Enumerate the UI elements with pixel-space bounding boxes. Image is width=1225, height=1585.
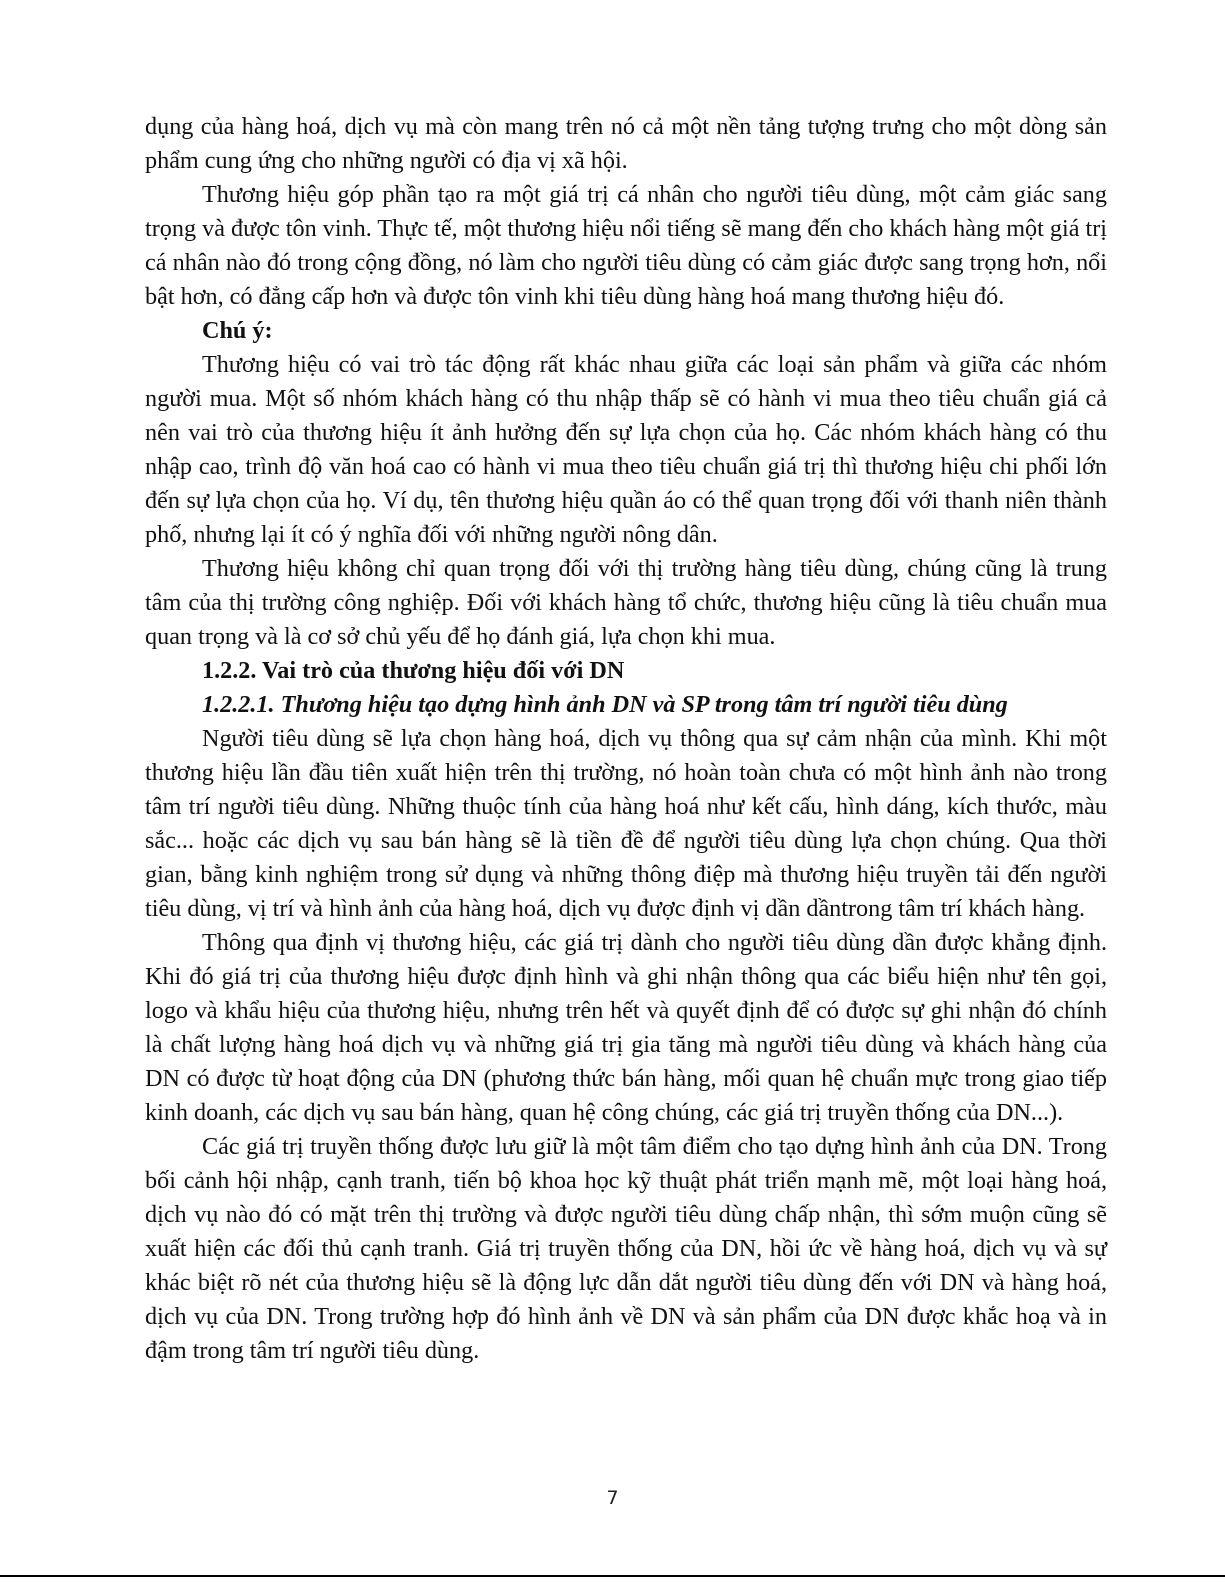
bottom-divider <box>0 1575 1225 1577</box>
paragraph-personal-value: Thương hiệu góp phần tạo ra một giá trị cá nhân cho người tiêu dùng, một cảm giác sang trọng và được tôn vinh. Thực tế, một thương hiệu nổi tiếng sẽ mang đến cho khách hàng một giá trị cá nhân nào đó trong cộng đồng, nó làm cho người tiêu dùng có cảm giác được sang trọng hơn, nổi bật hơn, có đẳng cấp hơn và được tôn vinh khi tiêu dùng hàng hoá mang thương hiệu đó. <box>145 181 1107 310</box>
paragraph-continuation: dụng của hàng hoá, dịch vụ mà còn mang trên nó cả một nền tảng tượng trưng cho một dòng sản phẩm cung ứng cho những người có địa vị xã hội. <box>145 113 1107 174</box>
paragraph-brand-positioning: Thông qua định vị thương hiệu, các giá trị dành cho người tiêu dùng dần được khẳng định. Khi đó giá trị của thương hiệu được định hình và ghi nhận thông qua các biểu hiện như tên gọi, logo và khẩu hiệu của thương hiệu, nhưng trên hết và quyết định để có được sự ghi nhận đó chính là chất lượng hàng hoá dịch vụ và những giá trị gia tăng mà người tiêu dùng và khách hàng của DN có được từ hoạt động của DN (phương thức bán hàng, mối quan hệ chuẩn mực trong giao tiếp kinh doanh, các dịch vụ sau bán hàng, quan hệ công chúng, các giá trị truyền thống của DN...). <box>145 929 1107 1126</box>
paragraph-industrial-market: Thương hiệu không chỉ quan trọng đối với thị trường hàng tiêu dùng, chúng cũng là trung tâm của thị trường công nghiệp. Đối với khách hàng tổ chức, thương hiệu cũng là tiêu chuẩn mua quan trọng và là cơ sở chủ yếu để họ đánh giá, lựa chọn khi mua. <box>145 555 1107 650</box>
paragraph-buyer-groups: Thương hiệu có vai trò tác động rất khác nhau giữa các loại sản phẩm và giữa các nhóm người mua. Một số nhóm khách hàng có thu nhập thấp sẽ có hành vi mua theo tiêu chuẩn giá cả nên vai trò của thương hiệu ít ảnh hưởng đến sự lựa chọn của họ. Các nhóm khách hàng có thu nhập cao, trình độ văn hoá cao có hành vi mua theo tiêu chuẩn giá trị thì thương hiệu chi phối lớn đến sự lựa chọn của họ. Ví dụ, tên thương hiệu quần áo có thể quan trọng đối với thanh niên thành phố, nhưng lại ít có ý nghĩa đối với những người nông dân. <box>145 351 1107 548</box>
page-number: 7 <box>606 1487 619 1509</box>
document-page <box>145 110 1107 1368</box>
note-heading: Chú ý: <box>202 317 273 344</box>
paragraph-traditional-values: Các giá trị truyền thống được lưu giữ là một tâm điểm cho tạo dựng hình ảnh của DN. Trong bối cảnh hội nhập, cạnh tranh, tiến bộ khoa học kỹ thuật phát triển mạnh mẽ, một loại hàng hoá, dịch vụ nào đó có mặt trên thị trường và được người tiêu dùng chấp nhận, thì sớm muộn cũng sẽ xuất hiện các đối thủ cạnh tranh. Giá trị truyền thống của DN, hồi ức về hàng hoá, dịch vụ và sự khác biệt rõ nét của thương hiệu sẽ là động lực dẫn dắt người tiêu dùng đến với DN và hàng hoá, dịch vụ của DN. Trong trường hợp đó hình ảnh về DN và sản phẩm của DN được khắc hoạ và in đậm trong tâm trí người tiêu dùng. <box>145 1133 1107 1364</box>
subsection-heading-1-2-2-1: 1.2.2.1. Thương hiệu tạo dựng hình ảnh DN và SP trong tâm trí người tiêu dùng <box>202 691 1008 718</box>
section-heading-1-2-2: 1.2.2. Vai trò của thương hiệu đối với DN <box>202 657 625 684</box>
paragraph-consumer-perception: Người tiêu dùng sẽ lựa chọn hàng hoá, dịch vụ thông qua sự cảm nhận của mình. Khi một thương hiệu lần đầu tiên xuất hiện trên thị trường, nó hoàn toàn chưa có một hình ảnh nào trong tâm trí người tiêu dùng. Những thuộc tính của hàng hoá như kết cấu, hình dáng, kích thước, màu sắc... hoặc các dịch vụ sau bán hàng sẽ là tiền đề để người tiêu dùng lựa chọn chúng. Qua thời gian, bằng kinh nghiệm trong sử dụng và những thông điệp mà thương hiệu truyền tải đến người tiêu dùng, vị trí và hình ảnh của hàng hoá, dịch vụ được định vị dần dầntrong tâm trí khách hàng. <box>145 725 1107 922</box>
